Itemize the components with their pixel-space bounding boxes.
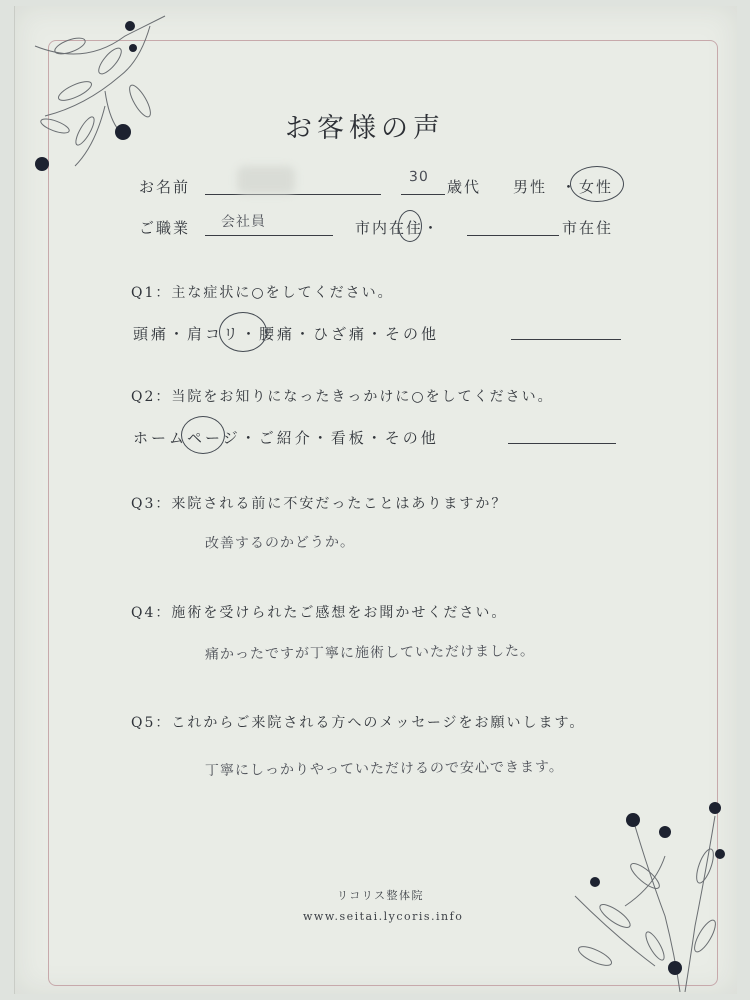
job-value: 会社員 xyxy=(220,213,267,231)
page-title: お客様の声 xyxy=(285,113,445,144)
q5-answer: 丁寧にしっかりやっていただけるので安心できます。 xyxy=(204,759,564,779)
name-label: お名前 xyxy=(139,178,191,196)
q3-question: Q3：来院される前に不安だったことはありますか？ xyxy=(131,496,508,512)
q4-answer: 痛かったですが丁寧に施術していただけました。 xyxy=(204,643,536,663)
residence-in-city-circle xyxy=(398,210,422,242)
residence-other-city: 市在住 xyxy=(562,219,614,237)
q2-selected-circle xyxy=(181,416,225,454)
q2-other-field xyxy=(508,443,616,444)
redacted-name xyxy=(237,166,295,194)
q4-question: Q4：施術を受けられたご感想をお聞かせください。 xyxy=(131,605,508,621)
clinic-name: リコリス整体院 xyxy=(337,889,425,902)
age-field xyxy=(401,194,445,195)
q1-selected-circle xyxy=(219,312,267,352)
q2-options: ホームページ・ご紹介・看板・その他 xyxy=(133,429,439,447)
gender-separator: ・ xyxy=(561,178,579,196)
botanical-decoration-top-left xyxy=(15,6,195,196)
name-field xyxy=(205,194,381,195)
q1-other-field xyxy=(511,339,621,340)
job-label: ご職業 xyxy=(139,219,191,237)
gender-female-circle xyxy=(570,166,624,202)
residence-in-city: 市内在住・ xyxy=(355,219,441,237)
age-suffix: 歳代 xyxy=(447,178,482,196)
q2-question: Q2：当院をお知りになったきっかけに○をしてください。 xyxy=(131,389,554,405)
q1-question: Q1：主な症状に○をしてください。 xyxy=(131,285,394,301)
botanical-decoration-bottom-right xyxy=(555,796,735,992)
q1-options: 頭痛・肩コリ・腰痛・ひざ痛・その他 xyxy=(133,325,440,343)
job-field xyxy=(205,235,333,236)
q3-answer: 改善するのかどうか。 xyxy=(204,534,356,552)
clinic-url: www.seitai.lycoris.info xyxy=(303,910,464,923)
residence-other-field xyxy=(467,235,559,236)
gender-male: 男性 xyxy=(513,178,548,196)
form-sheet xyxy=(14,6,737,994)
gender-female: 女性 xyxy=(579,178,614,196)
age-value: 30 xyxy=(408,168,429,186)
q5-question: Q5：これからご来院される方へのメッセージをお願いします。 xyxy=(131,715,586,731)
